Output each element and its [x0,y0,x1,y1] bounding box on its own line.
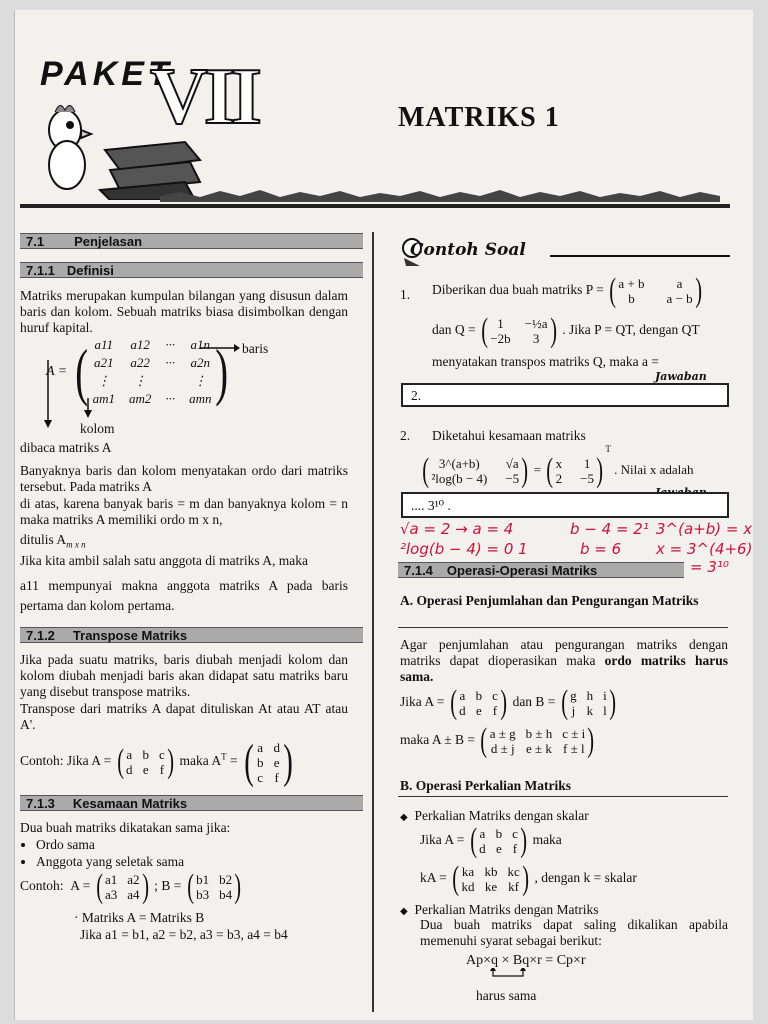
handwritten-step-1: √a = 2 → a = 4 [400,520,514,538]
matrix-cell: l [603,703,607,718]
add-result: maka A ± B = ( a ± g b ± h c ± i d ± j e ± k f ± l ) [400,722,595,759]
matrix-cell: ⋮ [133,373,147,388]
matrix-cell: a4 [127,887,140,902]
matrix-cell: a [459,688,466,703]
matrix-cell: ka [461,864,475,879]
section-7-1-1: 7.1.1 Definisi [20,262,363,278]
matrix-cell: i [603,688,607,703]
matrix-cell: 1 [583,456,591,472]
matrix-cell: ··· [165,355,176,370]
matrix-cell: e [273,754,280,770]
matrix-cell: ²log(b − 4) [431,471,488,487]
section-a-rule [398,627,728,628]
matrix-cell: f [492,703,498,718]
q2-equation: ( 3^(a+b) √a ²log(b − 4) −5 ) = ( x 1 2 −5 ) $^T$ . Nilai x adalah [422,444,694,490]
arrow-down-icons [40,360,100,430]
section-7-1-4: 7.1.4 Operasi-Operasi Matriks [398,562,684,578]
matrix-cell: am1 [92,391,115,406]
matrix-cell: a2n [190,355,211,370]
matrix-cell: ⋮ [193,373,207,388]
matrix-cell: x [555,456,563,472]
matrix-cell: j [571,703,576,718]
baris-label: baris [242,341,269,356]
matrix-cell: b [628,291,635,306]
definition-text: Matriks merupakan kumpulan bilangan yang disusun dalam baris dan kolom. Sebuah matriks biasa disimbolkan dengan huruf kapital. [20,288,348,335]
matrix-a-general: A = ( a11 a12 ··· a1n a21 a22 ··· a2n ⋮ ⋮ ⋮ am1 am2 ··· amn ) [46,336,229,407]
matrix-cell: amn [189,391,212,406]
matrix-cell: a1 [104,872,118,887]
matrix-cell: −5 [580,471,595,487]
matrix-cell: ke [484,879,498,894]
list-item: • Anggota yang seletak sama [36,853,184,870]
anggota-text-2: a11 mempunyai makna anggota matriks A pada baris pertama dan kolom pertama. [20,578,348,613]
matrix-cell: b3 [196,887,210,902]
matrix-cell: 1 [497,316,504,331]
matrix-cell: e [142,762,149,777]
matrix-cell: kc [507,864,520,879]
matrix-cell: b [142,747,149,762]
handwritten-step-7: = 3¹⁰ [690,558,729,576]
bracket-arrow-icon [488,968,528,982]
matrix-cell: d [479,841,486,856]
matrix-cell: a12 [130,337,150,352]
answer-box-1[interactable]: 2. [401,383,729,407]
matrix-cell: −½a [524,316,548,331]
matrix-cell: a22 [130,355,150,370]
jawaban-label-1: Jawaban [655,370,707,383]
matrix-cell: a [126,747,133,762]
matrix-cell: a11 [94,337,114,352]
matrix-cell: f [159,762,165,777]
kesamaan-line-2: Jika a1 = b1, a2 = b2, a3 = b3, a4 = b4 [80,927,288,942]
matrix-cell: b1 [196,872,210,887]
dibaca-text: dibaca matriks A [20,440,112,455]
handwritten-step-5: 3^(a+b) = x [656,520,753,538]
mult-formula: Ap×q × Bq×r = Cp×r [466,953,586,968]
paket-label: PAKET [40,55,173,93]
matrix-cell: a3 [104,887,118,902]
bullet-matrix: ◆ Perkalian Matriks dengan Matriks [400,902,599,917]
matrix-cell: a2 [127,872,140,887]
kesamaan-example: Contoh: A = ( a1 a2 a3 a4 ) ; B = ( b1 b2 b3 b4 ) [20,868,242,905]
chicken-books-illustration [25,90,215,200]
matrix-cell: −2b [490,331,511,346]
matrix-cell: k [586,703,594,718]
matrix-cell: g [570,688,577,703]
arrow-right-icon [200,342,240,354]
q2-line-1: Diketahui kesamaan matriks [432,428,586,443]
matrix-cell: a − b [666,291,693,306]
matrix-cell: c [158,747,165,762]
matrix-cell: a21 [94,355,114,370]
matrix-cell: 3^(a+b) [438,456,480,472]
handwritten-step-2: ²log(b − 4) = 0 1 [400,540,528,558]
section-a-heading: A. Operasi Penjumlahan dan Pengurangan Matriks [400,593,699,608]
q2-number: 2. [400,428,411,443]
answer-box-2[interactable]: .... 3¹⁰ . [401,492,729,518]
harus-sama-label: harus sama [476,988,537,1003]
handwritten-step-4: b = 6 [580,540,622,558]
matrix-cell: a [676,276,683,291]
q1-line-3: menyatakan transpos matriks Q, maka a = [432,354,659,369]
matrix-cell: f ± l [563,741,585,756]
column-divider [372,232,374,1012]
matrix-cell: a [479,826,486,841]
transpose-example: Contoh: Jika A = ( a b c d e f ) maka $A^T$ = ( a d b e c f ) [20,735,293,788]
matrix-cell: c [492,688,498,703]
q1-number: 1. [400,287,411,302]
matrix-cell: b [256,754,264,770]
matrix-cell: a + b [618,276,645,291]
matrix-cell: ⋮ [97,373,111,388]
transpose-text-2: Transpose dari matriks A dapat dituliskan At atau AT atau A'. [20,701,348,732]
matrix-cell: d ± j [490,741,515,756]
matrix-cell: c [512,826,518,841]
matrix-cell: h [586,688,594,703]
section-a-text: Agar penjumlahan atau pengurangan matriks dengan matriks dapat dioperasikan maka ordo matriks harus sama. [400,637,728,684]
matrix-cell: e ± k [526,741,552,756]
matrix-cell: 3 [532,331,540,346]
q1-line-1: Diberikan dua buah matriks P = ( a + b a b a − b ) [432,272,702,309]
matrix-cell: e [495,841,502,856]
matrix-cell: 2 [555,471,563,487]
matrix-cell: a [257,739,264,755]
anggota-text-1: Jika kita ambil salah satu anggota di matriks A, maka [20,553,308,568]
list-item: • Ordo sama [36,836,184,853]
matrix-mult-text: Dua buah matriks dapat saling dikalikan apabila memenuhi syarat sebagai berikut: [420,917,728,948]
ordo-text-2: di atas, karena banyak baris = m dan banyaknya kolom = n maka matriks A memiliki ordo m x n, [20,496,348,527]
handwritten-step-3: b − 4 = 2¹ [570,520,649,538]
kesamaan-list [20,836,184,870]
matrix-cell: b ± h [525,726,553,741]
matrix-cell: a1n [190,337,211,352]
matrix-cell: kd [461,879,475,894]
kesamaan-line-1: · Matriks A = Matriks B [74,910,205,925]
kesamaan-text: Dua buah matriks dikatakan sama jika: [20,820,231,835]
ordo-text-1: Banyaknya baris dan kolom menyatakan ordo dari matriks tersebut. Pada matriks A [20,463,348,494]
matrix-cell: √a [505,456,519,472]
scalar-definition: Jika A = ( a b c d e f ) maka [420,822,562,859]
matrix-cell: d [459,703,466,718]
bullet-scalar: ◆ Perkalian Matriks dengan skalar [400,808,589,823]
matrix-cell: b2 [219,872,233,887]
matrix-cell: kf [508,879,520,894]
grass-decoration [160,188,720,202]
ordo-notation: ditulis $A_{m x n}$ [20,532,86,550]
matrix-cell: e [475,703,482,718]
matrix-cell: a ± g [489,726,516,741]
matrix-cell: d [125,762,133,777]
matrix-cell [165,372,175,390]
matrix-cell: f [512,841,518,856]
scalar-result: kA = ( ka kb kc kd ke kf ) , dengan k = skalar [420,860,637,897]
q1-line-2: dan Q = ( 1 −½a −2b 3 ) . Jika P = QT, dengan QT [432,312,700,349]
section-b-rule [398,796,728,797]
matrix-cell: c [257,769,264,785]
section-7-1-2: 7.1.2 Transpose Matriks [20,627,363,643]
paket-number: VII [150,53,259,141]
matrix-cell: f [274,769,279,785]
matrix-cell: −5 [505,471,520,487]
matrix-cell: ··· [165,337,176,352]
section-b-heading: B. Operasi Perkalian Matriks [400,778,571,793]
kolom-label: kolom [80,421,115,436]
section-7-1-3: 7.1.3 Kesamaan Matriks [20,795,363,811]
matrix-cell: d [273,739,280,755]
matrix-cell: kb [484,864,498,879]
contoh-soal-heading: Contoh Soal [410,240,526,260]
matrix-cell: c ± i [562,726,586,741]
matrix-cell: b4 [219,887,233,902]
matrix-cell: am2 [128,391,152,406]
section-7-1: 7.1 Penjelasan [20,233,363,249]
transpose-text: Jika pada suatu matriks, baris diubah menjadi kolom dan kolom diubah menjadi baris akan didapat satu matriks baru yang disebut transpose matriks. [20,652,348,699]
matrix-cell: b [495,826,503,841]
header-rule [20,204,730,208]
page-title: MATRIKS 1 [398,102,560,133]
matrix-cell: b [475,688,483,703]
matrix-cell: ··· [165,391,176,406]
add-definition: Jika A = ( a b c d e f ) dan B = ( g h i j k l ) [400,684,616,721]
contoh-soal-rule [550,255,730,257]
handwritten-step-6: x = 3^(4+6) [656,540,753,558]
